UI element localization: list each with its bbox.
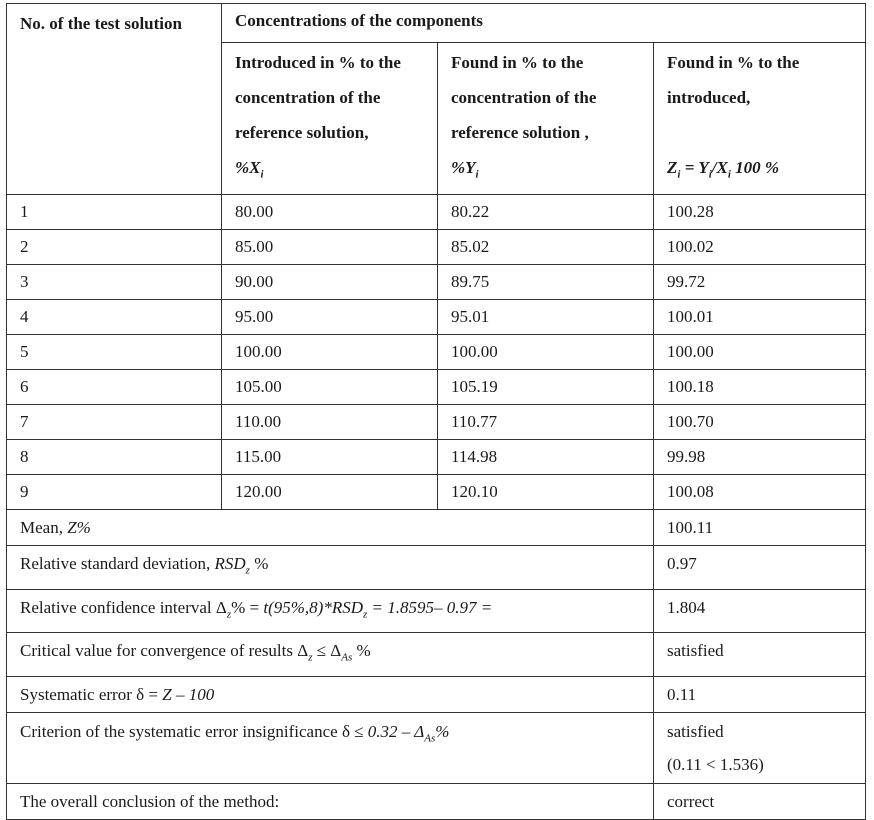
row-number: 3 — [7, 265, 222, 300]
introduced-value: 115.00 — [222, 440, 438, 475]
introduced-value: 110.00 — [222, 405, 438, 440]
introduced-value: 120.00 — [222, 475, 438, 510]
ratio-value: 100.08 — [654, 475, 866, 510]
introduced-value: 105.00 — [222, 370, 438, 405]
summary-row-confidence-interval — [7, 589, 866, 632]
table-row — [7, 405, 866, 440]
table-row — [7, 335, 866, 370]
introduced-value: 90.00 — [222, 265, 438, 300]
row-number: 6 — [7, 370, 222, 405]
introduced-value: 100.00 — [222, 335, 438, 370]
row-number: 7 — [7, 405, 222, 440]
summary-row-systematic-error — [7, 676, 866, 712]
table-row — [7, 230, 866, 265]
ratio-value: 100.01 — [654, 300, 866, 335]
header-found: Found in % to the concentration of the reference solution , $\%Y_i$ — [438, 43, 654, 195]
introduced-value: 80.00 — [222, 195, 438, 230]
summary-row-insignificance — [7, 712, 866, 783]
row-number: 2 — [7, 230, 222, 265]
ratio-value: 99.72 — [654, 265, 866, 300]
found-value: 105.19 — [438, 370, 654, 405]
found-value: 95.01 — [438, 300, 654, 335]
critical-value-label: Critical value for convergence of results $\Delta_z \le \Delta_{As}$ % — [7, 633, 654, 676]
ratio-value: 100.28 — [654, 195, 866, 230]
table-row — [7, 475, 866, 510]
summary-row-mean — [7, 510, 866, 546]
table-row — [7, 370, 866, 405]
summary-row-critical-value — [7, 633, 866, 676]
summary-row-overall — [7, 783, 866, 819]
validation-results-table — [6, 3, 866, 820]
introduced-value: 95.00 — [222, 300, 438, 335]
overall-conclusion-label: The overall conclusion of the method: — [7, 783, 654, 819]
table-row — [7, 265, 866, 300]
table-row — [7, 440, 866, 475]
row-number: 9 — [7, 475, 222, 510]
ratio-value: 99.98 — [654, 440, 866, 475]
header-concentrations-group: Concentrations of the components — [222, 4, 866, 43]
systematic-error-value: 0.11 — [654, 676, 866, 712]
row-number: 1 — [7, 195, 222, 230]
mean-value: 100.11 — [654, 510, 866, 546]
insignificance-value: satisfied (0.11 < 1.536) — [654, 712, 866, 783]
table-row — [7, 195, 866, 230]
found-value: 80.22 — [438, 195, 654, 230]
found-value: 110.77 — [438, 405, 654, 440]
rsd-value: 0.97 — [654, 546, 866, 589]
found-value: 85.02 — [438, 230, 654, 265]
systematic-error-label: Systematic error δ = Z – 100 — [7, 676, 654, 712]
row-number: 5 — [7, 335, 222, 370]
found-value: 100.00 — [438, 335, 654, 370]
found-value: 114.98 — [438, 440, 654, 475]
found-value: 120.10 — [438, 475, 654, 510]
overall-conclusion-value: correct — [654, 783, 866, 819]
header-found-vs-introduced: Found in % to the introduced, $Z_i = Y_i/X_i$ 100 % — [654, 43, 866, 195]
header-introduced: Introduced in % to the concentration of the reference solution, $\%X_i$ — [222, 43, 438, 195]
critical-value-result: satisfied — [654, 633, 866, 676]
confidence-interval-value: 1.804 — [654, 589, 866, 632]
ratio-value: 100.18 — [654, 370, 866, 405]
header-row-group — [7, 4, 866, 43]
summary-row-rsd — [7, 546, 866, 589]
ratio-value: 100.70 — [654, 405, 866, 440]
insignificance-label: Criterion of the systematic error insignificance $\delta \le 0.32 - \Delta_{As}\%$ — [7, 712, 654, 783]
rsd-label: Relative standard deviation, $RSD_z$ % — [7, 546, 654, 589]
ratio-value: 100.00 — [654, 335, 866, 370]
row-number: 8 — [7, 440, 222, 475]
introduced-value: 85.00 — [222, 230, 438, 265]
mean-label: Mean, Z% — [7, 510, 654, 546]
confidence-interval-label: Relative confidence interval $\Delta_z\% = t(95\%,8)*RSD_z = 1.8595-$ 0.97 = — [7, 589, 654, 632]
found-value: 89.75 — [438, 265, 654, 300]
header-test-solution-number: No. of the test solution — [7, 4, 222, 195]
ratio-value: 100.02 — [654, 230, 866, 265]
row-number: 4 — [7, 300, 222, 335]
table-row — [7, 300, 866, 335]
